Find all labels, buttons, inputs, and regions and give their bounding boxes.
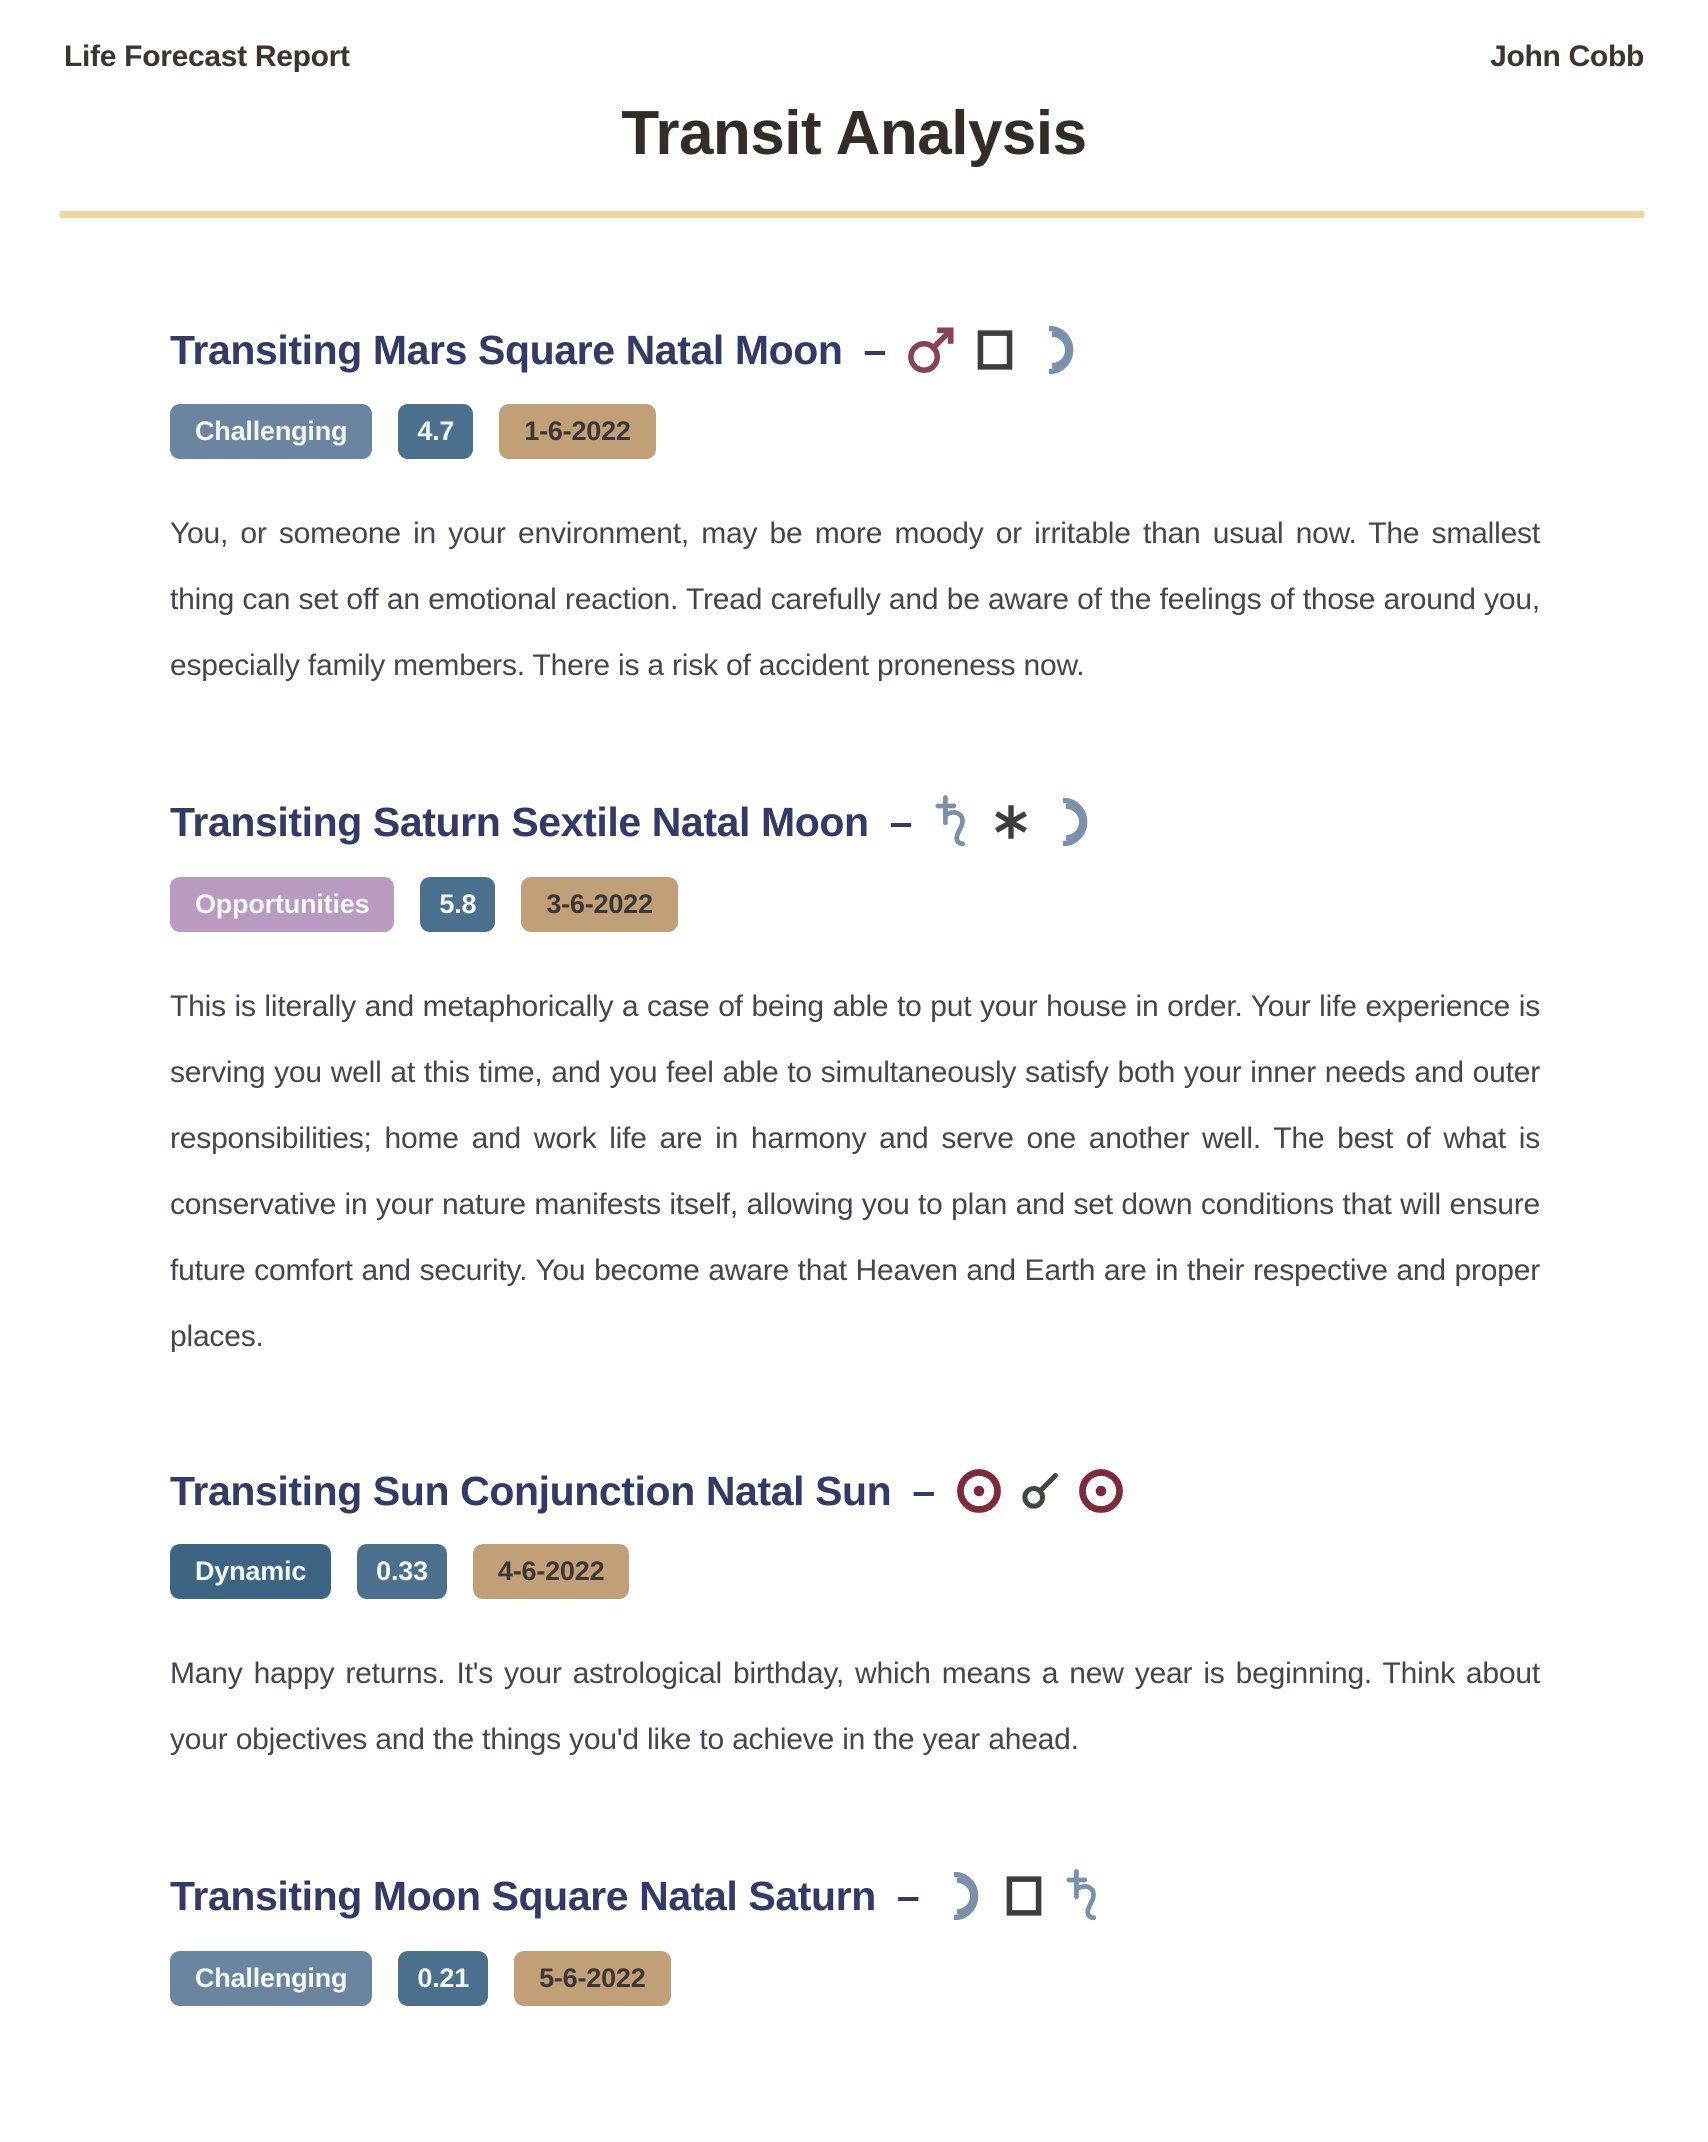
saturn-icon — [1062, 1869, 1106, 1923]
date-badge: 1-6-2022 — [499, 404, 655, 459]
square-aspect-icon — [972, 327, 1018, 373]
moon-icon — [938, 1872, 986, 1920]
badge-row — [170, 877, 1540, 932]
person-name: John Cobb — [1490, 40, 1644, 73]
sun-icon — [1076, 1466, 1126, 1516]
score-badge: 0.33 — [357, 1544, 447, 1599]
date-badge: 4-6-2022 — [473, 1544, 629, 1599]
section-heading — [170, 324, 1540, 376]
transit-section — [170, 324, 1540, 699]
section-title: Transiting Saturn Sextile Natal Moon — [170, 798, 869, 845]
section-heading — [170, 1869, 1540, 1923]
gold-divider — [60, 211, 1644, 218]
score-badge: 0.21 — [398, 1951, 488, 2006]
date-badge: 3-6-2022 — [521, 877, 677, 932]
section-title: Transiting Sun Conjunction Natal Sun — [170, 1467, 892, 1514]
report-title: Life Forecast Report — [64, 40, 350, 73]
category-badge: Opportunities — [170, 877, 394, 932]
section-title: Transiting Mars Square Natal Moon — [170, 326, 843, 373]
page-header — [0, 0, 1708, 74]
category-badge: Challenging — [170, 1951, 372, 2006]
saturn-icon — [931, 795, 975, 849]
mars-icon — [905, 324, 957, 376]
date-badge: 5-6-2022 — [514, 1951, 670, 2006]
transit-section — [170, 795, 1540, 1370]
badge-row — [170, 1544, 1540, 1599]
section-body: You, or someone in your environment, may be more moody or irritable than usual now. The smallest thing can set off an emotional reaction. Tread carefully and be aware of the feelings of those around you, especially family members. There is a risk of accident proneness now. — [170, 517, 1540, 682]
badge-row — [170, 404, 1540, 459]
sun-icon — [954, 1466, 1004, 1516]
heading-dash: – — [889, 798, 913, 845]
page-title: Transit Analysis — [621, 99, 1087, 168]
section-heading — [170, 795, 1540, 849]
section-title: Transiting Moon Square Natal Saturn — [170, 1872, 876, 1919]
score-badge: 5.8 — [420, 877, 495, 932]
section-body: Many happy returns. It's your astrological birthday, which means a new year is beginning. Think about your objectives and the things you'd like to achieve in the year ahead. — [170, 1657, 1540, 1756]
heading-dash: – — [863, 326, 886, 373]
section-heading — [170, 1466, 1540, 1516]
heading-dash: – — [912, 1467, 935, 1514]
sextile-aspect-icon — [990, 801, 1032, 843]
badge-row — [170, 1951, 1540, 2006]
category-badge: Challenging — [170, 404, 372, 459]
transit-section — [170, 1869, 1540, 2006]
moon-icon — [1047, 798, 1095, 846]
conjunction-aspect-icon — [1019, 1470, 1061, 1512]
sections-container — [0, 324, 1708, 2006]
transit-section — [170, 1466, 1540, 1773]
category-badge: Dynamic — [170, 1544, 331, 1599]
score-badge: 4.7 — [398, 404, 473, 459]
moon-icon — [1033, 326, 1081, 374]
heading-dash: – — [896, 1872, 920, 1919]
section-body: This is literally and metaphorically a case of being able to put your house in order. Your life experience is serving you well at this time, and you feel able to simultaneously satisfy both your inner needs and outer responsibilities; home and work life are in harmony and serve one another well. The best of what is conservative in your nature manifests itself, allowing you to plan and set down conditions that will ensure future comfort and security. You become aware that Heaven and Earth are in their respective and proper places. — [170, 990, 1540, 1353]
square-aspect-icon — [1001, 1873, 1047, 1919]
